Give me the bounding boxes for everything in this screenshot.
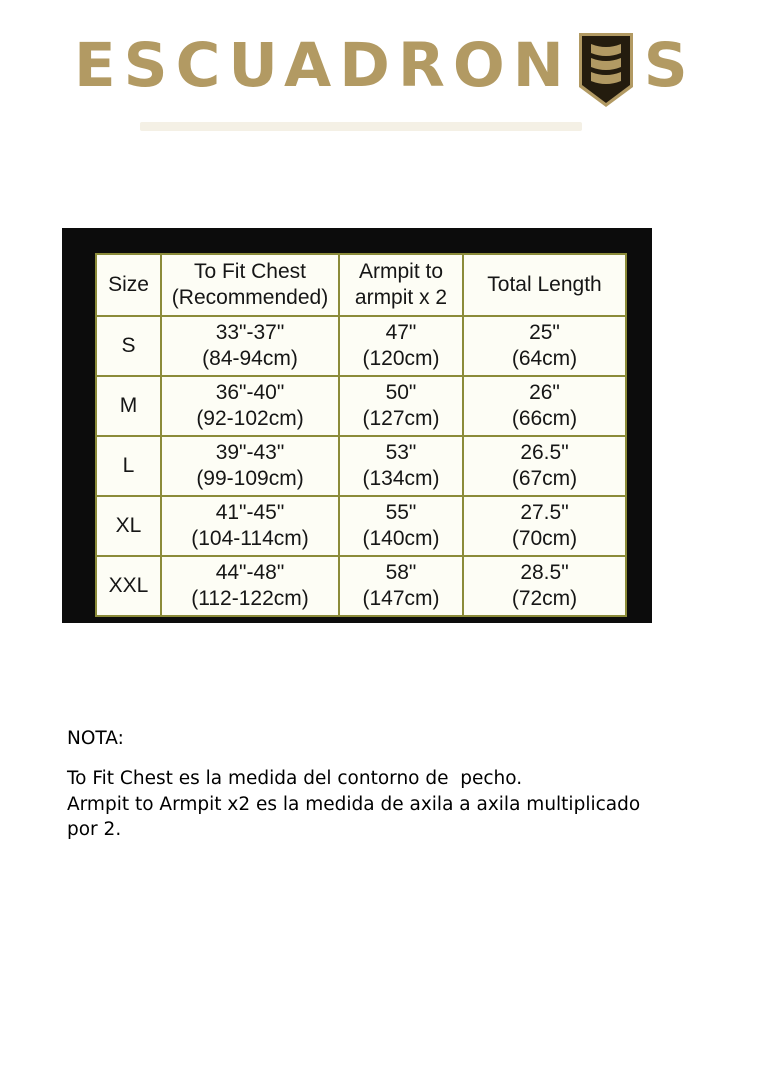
size-label: L xyxy=(96,436,161,496)
table-row-s xyxy=(96,316,626,376)
length-value: 25" (64cm) xyxy=(463,316,626,376)
header-armpit: Armpit to armpit x 2 xyxy=(339,254,463,316)
header-chest: To Fit Chest (Recommended) xyxy=(161,254,339,316)
brand-logo-text-right: S xyxy=(643,30,696,101)
brand-logo-text-left: ESCUADRON xyxy=(74,30,572,101)
header-length: Total Length xyxy=(463,254,626,316)
note-line-3: por 2. xyxy=(67,819,122,840)
chest-value: 41"-45" (104-114cm) xyxy=(161,496,339,556)
armpit-value: 58" (147cm) xyxy=(339,556,463,616)
armpit-value: 53" (134cm) xyxy=(339,436,463,496)
note-section xyxy=(67,726,640,843)
chest-value: 36"-40" (92-102cm) xyxy=(161,376,339,436)
brand-logo xyxy=(74,30,696,108)
table-row-m xyxy=(96,376,626,436)
size-chart-table xyxy=(95,253,627,617)
table-row-xxl xyxy=(96,556,626,616)
size-label: XXL xyxy=(96,556,161,616)
note-title: NOTA: xyxy=(67,728,124,749)
armpit-value: 55" (140cm) xyxy=(339,496,463,556)
logo-underline-bar xyxy=(140,122,582,131)
armpit-value: 50" (127cm) xyxy=(339,376,463,436)
table-row-xl xyxy=(96,496,626,556)
table-header-row xyxy=(96,254,626,316)
length-value: 27.5" (70cm) xyxy=(463,496,626,556)
note-line-2: Armpit to Armpit x2 es la medida de axila a axila multiplicado xyxy=(67,793,641,815)
length-value: 28.5" (72cm) xyxy=(463,556,626,616)
chest-value: 44"-48" (112-122cm) xyxy=(161,556,339,616)
length-value: 26" (66cm) xyxy=(463,376,626,436)
note-line-1: To Fit Chest es la medida del contorno de pecho. xyxy=(67,768,523,789)
chest-value: 33"-37" (84-94cm) xyxy=(161,316,339,376)
size-label: M xyxy=(96,376,161,436)
size-label: XL xyxy=(96,496,161,556)
table-row-l xyxy=(96,436,626,496)
chevron-shield-icon xyxy=(578,32,634,108)
size-label: S xyxy=(96,316,161,376)
header-size: Size xyxy=(96,254,161,316)
armpit-value: 47" (120cm) xyxy=(339,316,463,376)
chest-value: 39"-43" (99-109cm) xyxy=(161,436,339,496)
size-chart-frame xyxy=(62,228,652,623)
length-value: 26.5" (67cm) xyxy=(463,436,626,496)
